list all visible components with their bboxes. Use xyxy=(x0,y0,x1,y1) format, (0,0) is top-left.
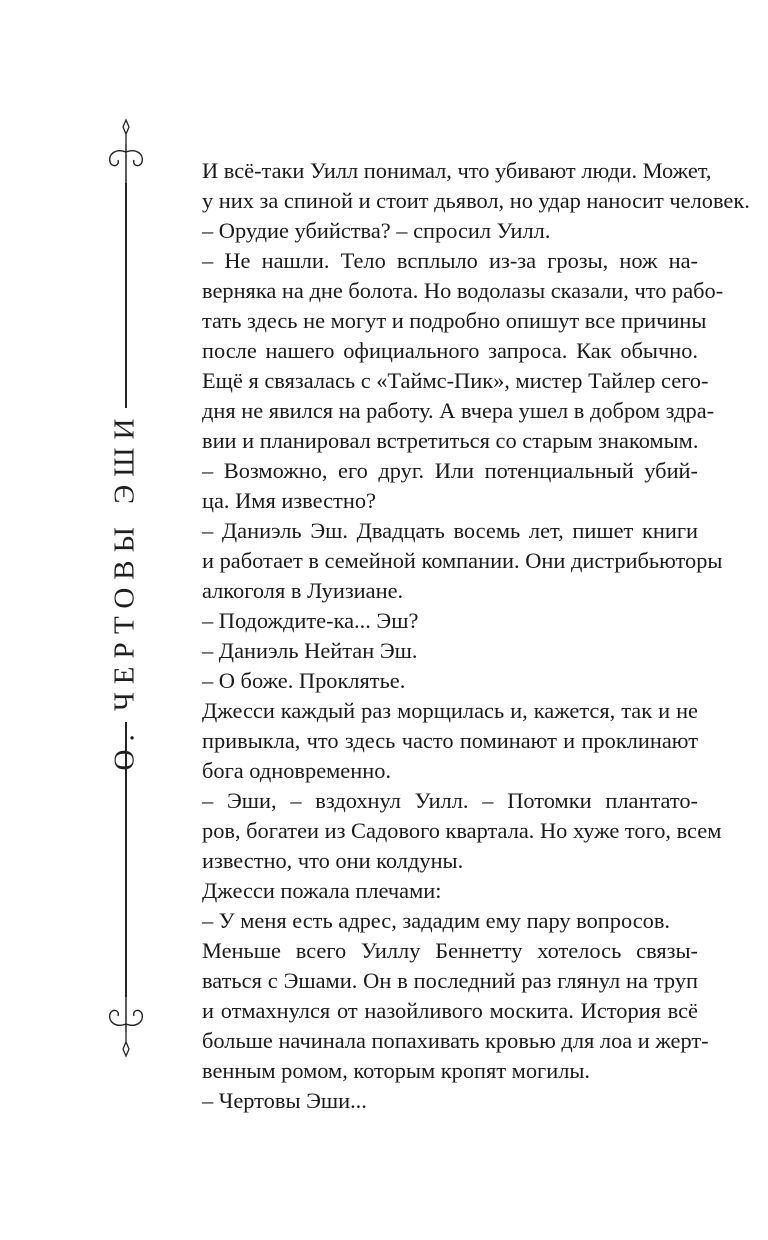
text-line: – Чертовы Эши... xyxy=(202,1088,367,1113)
text-line: – Даниэль Нейтан Эш. xyxy=(202,638,418,663)
running-header-text: О. ЧЕРТОВЫ ЭШИ xyxy=(108,410,141,770)
text-line: алкоголя в Луизиане. xyxy=(202,578,404,603)
text-line: венным ромом, которым кропят могилы. xyxy=(202,1058,591,1083)
text-line: И всё-таки Уилл понимал, что убивают люди. Может, xyxy=(202,158,712,183)
text-line: у них за спиной и стоит дьявол, но удар наносит человек. xyxy=(202,188,750,213)
text-line: – Возможно, его друг. Или потенциальный убий- xyxy=(202,458,698,483)
text-line: Ещё я связалась с «Таймс-Пик», мистер Тайлер сего- xyxy=(202,368,709,393)
text-line: привыкла, что здесь часто поминают и проклинают xyxy=(202,728,698,753)
text-line: вии и планировал встретиться со старым знакомым. xyxy=(202,428,699,453)
text-line: – Даниэль Эш. Двадцать восемь лет, пишет книги xyxy=(202,518,698,543)
text-line: известно, что они колдуны. xyxy=(202,848,464,873)
text-line: после нашего официального запроса. Как обычно. xyxy=(202,338,698,363)
text-line: – Эши, – вздохнул Уилл. – Потомки плантато- xyxy=(202,788,698,813)
text-line: тать здесь не могут и подробно опишут все причины xyxy=(202,308,707,333)
ornament-bottom-icon xyxy=(96,988,156,1058)
text-line: ров, богатеи из Садового квартала. Но хуже того, всем xyxy=(202,818,722,843)
text-line: ваться с Эшами. Он в последний раз глянул на труп xyxy=(202,968,698,993)
text-line: и отмахнулся от назойливого москита. История всё xyxy=(202,998,698,1023)
text-line: – Подождите-ка... Эш? xyxy=(202,608,419,633)
text-line: Джесси пожала плечами: xyxy=(202,878,442,903)
text-line: – Орудие убийства? – спросил Уилл. xyxy=(202,218,551,243)
text-line: – Не нашли. Тело всплыло из-за грозы, нож на- xyxy=(202,248,698,273)
text-line: дня не явился на работу. А вчера ушел в добром здра- xyxy=(202,398,715,423)
text-line: ца. Имя известно? xyxy=(202,488,376,513)
text-line: – У меня есть адрес, зададим ему пару вопросов. xyxy=(202,908,671,933)
text-line: верняка на дне болота. Но водолазы сказали, что рабо- xyxy=(202,278,724,303)
ornament-top-icon xyxy=(96,118,156,188)
text-line: Меньше всего Уиллу Беннетту хотелось связы- xyxy=(202,938,698,963)
text-line: и работает в семейной компании. Они дистрибьюторы xyxy=(202,548,723,573)
text-line: больше начинала попахивать кровью для лоа и жерт- xyxy=(202,1028,709,1053)
text-line: – О боже. Проклятье. xyxy=(202,668,406,693)
running-header xyxy=(108,410,142,770)
body-text xyxy=(202,156,750,1116)
text-line: Джесси каждый раз морщилась и, кажется, так и не xyxy=(202,698,698,723)
text-line: бога одновременно. xyxy=(202,758,391,783)
